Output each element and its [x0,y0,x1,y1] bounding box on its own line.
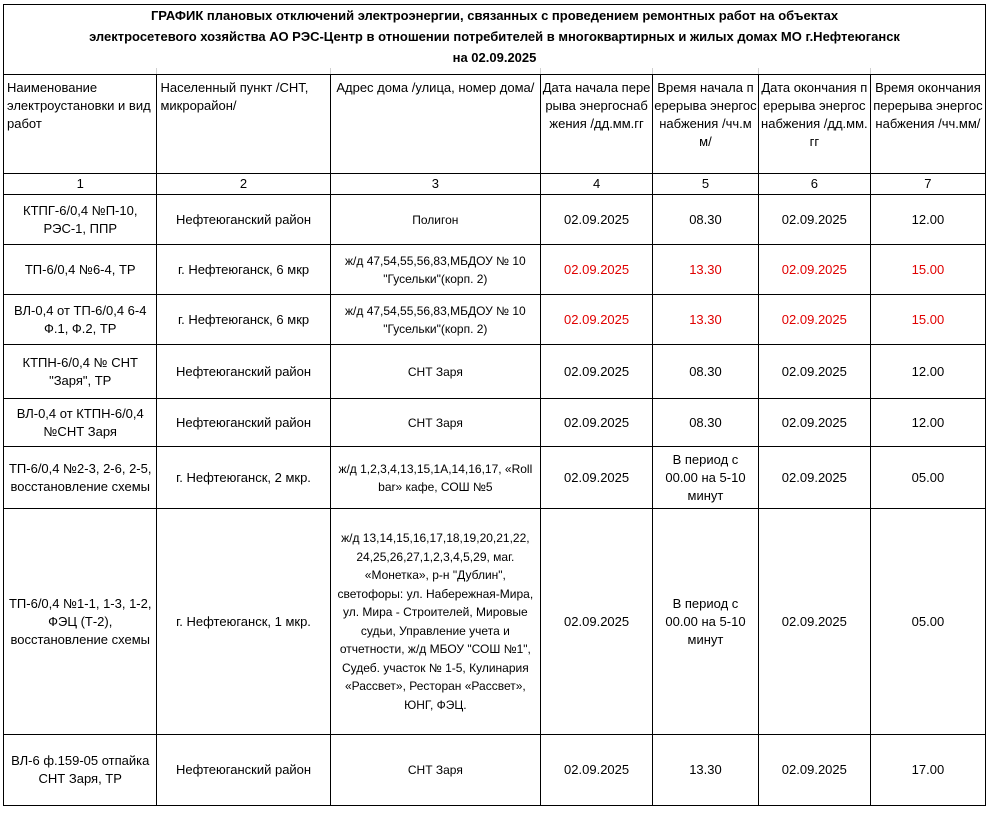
header-equipment: Наименование электроустановки и вид работ [4,75,157,174]
header-start-time: Время начала перерыва энергоснабжения /чч.мм/ [653,75,759,174]
end-time-cell: 05.00 [870,509,985,735]
start-time-cell: В период с 00.00 на 5-10 минут [653,509,759,735]
start-date-cell: 02.09.2025 [541,195,653,245]
end-time-cell: 05.00 [870,447,985,509]
address-cell: СНТ Заря [330,735,540,806]
title-line-2: электросетевого хозяйства АО РЭС-Центр в отношении потребителей в многоквартирных и жилых домах МО г.Нефтеюганск [4,26,986,47]
start-time-cell: 13.30 [653,295,759,345]
title-line-1: ГРАФИК плановых отключений электроэнергии, связанных с проведением ремонтных работ на объектах [4,5,986,27]
table-row [4,509,986,735]
table-row [4,399,986,447]
start-time-cell: 13.30 [653,735,759,806]
equipment-cell: ТП-6/0,4 №2-3, 2-6, 2-5, восстановление схемы [4,447,157,509]
column-number: 3 [330,174,540,195]
column-number: 6 [758,174,870,195]
locality-cell: г. Нефтеюганск, 6 мкр [157,245,330,295]
start-time-cell: В период с 00.00 на 5-10 минут [653,447,759,509]
address-cell: ж/д 47,54,55,56,83,МБДОУ № 10 "Гусельки"(корп. 2) [330,245,540,295]
start-date-cell: 02.09.2025 [541,295,653,345]
locality-cell: г. Нефтеюганск, 6 мкр [157,295,330,345]
address-cell: ж/д 13,14,15,16,17,18,19,20,21,22, 24,25,26,27,1,2,3,4,5,29, маг. «Монетка», р-н "Дублин", светофоры: ул. Набережная-Мира, ул. Мира - Строителей, Мировые судьи, Управление учета и отчетности, ж/д МБОУ "СОШ №1", Судеб. участок № 1-5, Кулинария «Рассвет», Ресторан «Рассвет», ЮНГ, ФЭЦ. [330,509,540,735]
locality-cell: г. Нефтеюганск, 2 мкр. [157,447,330,509]
header-start-date: Дата начала перерыва энергоснабжения /дд.мм.гг [541,75,653,174]
start-date-cell: 02.09.2025 [541,447,653,509]
start-time-cell: 13.30 [653,245,759,295]
equipment-cell: ТП-6/0,4 №1-1, 1-3, 1-2, ФЭЦ (Т-2), восстановление схемы [4,509,157,735]
header-row [4,75,986,174]
header-address: Адрес дома /улица, номер дома/ [330,75,540,174]
start-time-cell: 08.30 [653,195,759,245]
table-row [4,295,986,345]
start-date-cell: 02.09.2025 [541,509,653,735]
start-time-cell: 08.30 [653,345,759,399]
column-number: 1 [4,174,157,195]
end-date-cell: 02.09.2025 [758,447,870,509]
address-cell: ж/д 1,2,3,4,13,15,1А,14,16,17, «Roll bar» кафе, СОШ №5 [330,447,540,509]
equipment-cell: ВЛ-6 ф.159-05 отпайка СНТ Заря, ТР [4,735,157,806]
title-row-3 [4,47,986,68]
outage-schedule-table [3,4,986,806]
title-row-2 [4,26,986,47]
start-time-cell: 08.30 [653,399,759,447]
end-time-cell: 15.00 [870,295,985,345]
table-row [4,447,986,509]
column-number: 7 [870,174,985,195]
address-cell: СНТ Заря [330,345,540,399]
address-cell: СНТ Заря [330,399,540,447]
equipment-cell: ВЛ-0,4 от ТП-6/0,4 6-4 Ф.1, Ф.2, ТР [4,295,157,345]
spreadsheet [3,4,986,806]
title-line-3: на 02.09.2025 [4,47,986,68]
start-date-cell: 02.09.2025 [541,399,653,447]
end-time-cell: 17.00 [870,735,985,806]
end-date-cell: 02.09.2025 [758,399,870,447]
table-row [4,735,986,806]
locality-cell: г. Нефтеюганск, 1 мкр. [157,509,330,735]
header-end-time: Время окончания перерыва энергоснабжения /чч.мм/ [870,75,985,174]
locality-cell: Нефтеюганский район [157,195,330,245]
end-time-cell: 12.00 [870,195,985,245]
start-date-cell: 02.09.2025 [541,245,653,295]
header-end-date: Дата окончания перерыва энергоснабжения /дд.мм.гг [758,75,870,174]
address-cell: Полигон [330,195,540,245]
end-date-cell: 02.09.2025 [758,195,870,245]
equipment-cell: ВЛ-0,4 от КТПН-6/0,4 №СНТ Заря [4,399,157,447]
equipment-cell: КТПГ-6/0,4 №П-10, РЭС-1, ППР [4,195,157,245]
end-time-cell: 12.00 [870,399,985,447]
table-row [4,195,986,245]
table-row [4,345,986,399]
address-cell: ж/д 47,54,55,56,83,МБДОУ № 10 "Гусельки"(корп. 2) [330,295,540,345]
equipment-cell: КТПН-6/0,4 № СНТ "Заря", ТР [4,345,157,399]
end-date-cell: 02.09.2025 [758,295,870,345]
locality-cell: Нефтеюганский район [157,735,330,806]
end-date-cell: 02.09.2025 [758,735,870,806]
end-date-cell: 02.09.2025 [758,245,870,295]
column-number: 5 [653,174,759,195]
column-number: 2 [157,174,330,195]
start-date-cell: 02.09.2025 [541,735,653,806]
start-date-cell: 02.09.2025 [541,345,653,399]
end-date-cell: 02.09.2025 [758,509,870,735]
title-row-1 [4,5,986,27]
end-time-cell: 12.00 [870,345,985,399]
end-date-cell: 02.09.2025 [758,345,870,399]
column-number-row [4,174,986,195]
header-locality: Населенный пункт /СНТ, микрорайон/ [157,75,330,174]
equipment-cell: ТП-6/0,4 №6-4, ТР [4,245,157,295]
locality-cell: Нефтеюганский район [157,345,330,399]
column-number: 4 [541,174,653,195]
locality-cell: Нефтеюганский район [157,399,330,447]
end-time-cell: 15.00 [870,245,985,295]
table-row [4,245,986,295]
